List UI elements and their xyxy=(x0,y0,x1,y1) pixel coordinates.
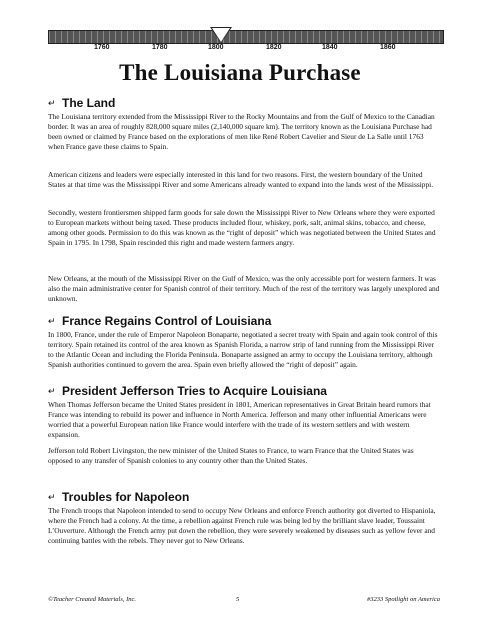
footer-copyright: ©Teacher Created Materials, Inc. xyxy=(48,596,137,603)
paragraph: When Thomas Jefferson became the United States president in 1801, American representatives in Great Britain heard rumors that France was intending to rebuild its power and influence in North America. Jefferson and many other influential Americans were worried that a powerful European nation like France would interfere with the trade of its western settlers and with western expansion. xyxy=(48,400,431,439)
section-heading xyxy=(48,384,327,398)
paragraph: The Louisiana territory extended from the Mississippi River to the Rocky Mountains and from the Gulf of Mexico to the Canadian border. It was an area of roughly 828,000 square miles (2,140,000 square km). The territory known as the Louisiana Purchase had been owned or claimed by France based on the explorations of men like René Robert Cavelier and Sieur de La Salle until 1763 when France gave these claims to Spain. xyxy=(48,112,435,151)
section-heading xyxy=(48,490,189,504)
return-arrow-icon: ↵ xyxy=(48,316,56,326)
page-title: The Louisiana Purchase xyxy=(119,60,361,85)
timeline-label: 1760 xyxy=(94,44,110,51)
paragraph: American citizens and leaders were especially interested in this land for two reasons. First, the western boundary of the United States at that time was the Mississippi River and some Americans already wanted to expand into the lands west of the Mississippi. xyxy=(48,170,434,189)
timeline-label: 1780 xyxy=(152,44,168,51)
timeline-label: 1800 xyxy=(208,44,224,51)
paragraph: In 1800, France, under the rule of Emperor Napoleon Bonaparte, negotiated a secret treaty with Spain and again took control of this territory. Spain retained its control of the area known as Spanish Florida, a narrow strip of land running from the Mississippi River to the Atlantic Ocean and including the Florida Peninsula. Bonaparte assigned an army to occupy the Louisiana territory, although Spanish authorities continued to govern the area. Spain even briefly allowed the “right of deposit” again. xyxy=(48,330,438,369)
timeline-label: 1840 xyxy=(322,44,338,51)
timeline-label: 1820 xyxy=(266,44,282,51)
section-heading xyxy=(48,96,115,110)
timeline-marker xyxy=(212,28,230,42)
section-heading-text: President Jefferson Tries to Acquire Louisiana xyxy=(62,384,327,398)
timeline-label: 1860 xyxy=(380,44,396,51)
footer-page-number: 5 xyxy=(236,596,240,603)
paragraph: Jefferson told Robert Livingston, the new minister of the United States to France, to warn France that the United States was opposed to any transfer of Spanish colonies to any country other than the United States. xyxy=(48,446,414,465)
paragraph: Secondly, western frontiersmen shipped farm goods for sale down the Mississippi River to New Orleans where they were exported to European markets without being taxed. These products included flour, whiskey, pork, salt, animal skins, tobacco, and cheese, among other goods. Permission to do this was known as the “right of deposit” which was negotiated between the United States and Spain in 1795. In 1798, Spain rescinded this right and made western farmers angry. xyxy=(48,208,436,247)
section-heading-text: The Land xyxy=(62,96,116,110)
section-heading xyxy=(48,314,271,328)
section-heading-text: France Regains Control of Louisiana xyxy=(62,314,272,328)
return-arrow-icon: ↵ xyxy=(48,386,56,396)
timeline-bar xyxy=(48,30,444,44)
return-arrow-icon: ↵ xyxy=(48,98,56,108)
footer-publication: #3233 Spotlight on America xyxy=(366,596,440,603)
paragraph: The French troops that Napoleon intended to send to occupy New Orleans and enforce French authority got diverted to Hispaniola, where the French had a colony. At the time, a rebellion against French rule was being led by the brilliant slave leader, Toussaint L’Ouverture. Although the French army put down the rebellion, they were severely weakened by diseases such as yellow fever and continuing battles with the rebels. They never got to New Orleans. xyxy=(48,506,436,545)
paragraph: New Orleans, at the mouth of the Mississippi River on the Gulf of Mexico, was the only accessible port for western farmers. It was also the main administrative center for Spanish control of their territory. Much of the rest of the territory was largely unexplored and unknown. xyxy=(48,274,440,303)
section-heading-text: Troubles for Napoleon xyxy=(62,490,190,504)
return-arrow-icon: ↵ xyxy=(48,492,56,502)
